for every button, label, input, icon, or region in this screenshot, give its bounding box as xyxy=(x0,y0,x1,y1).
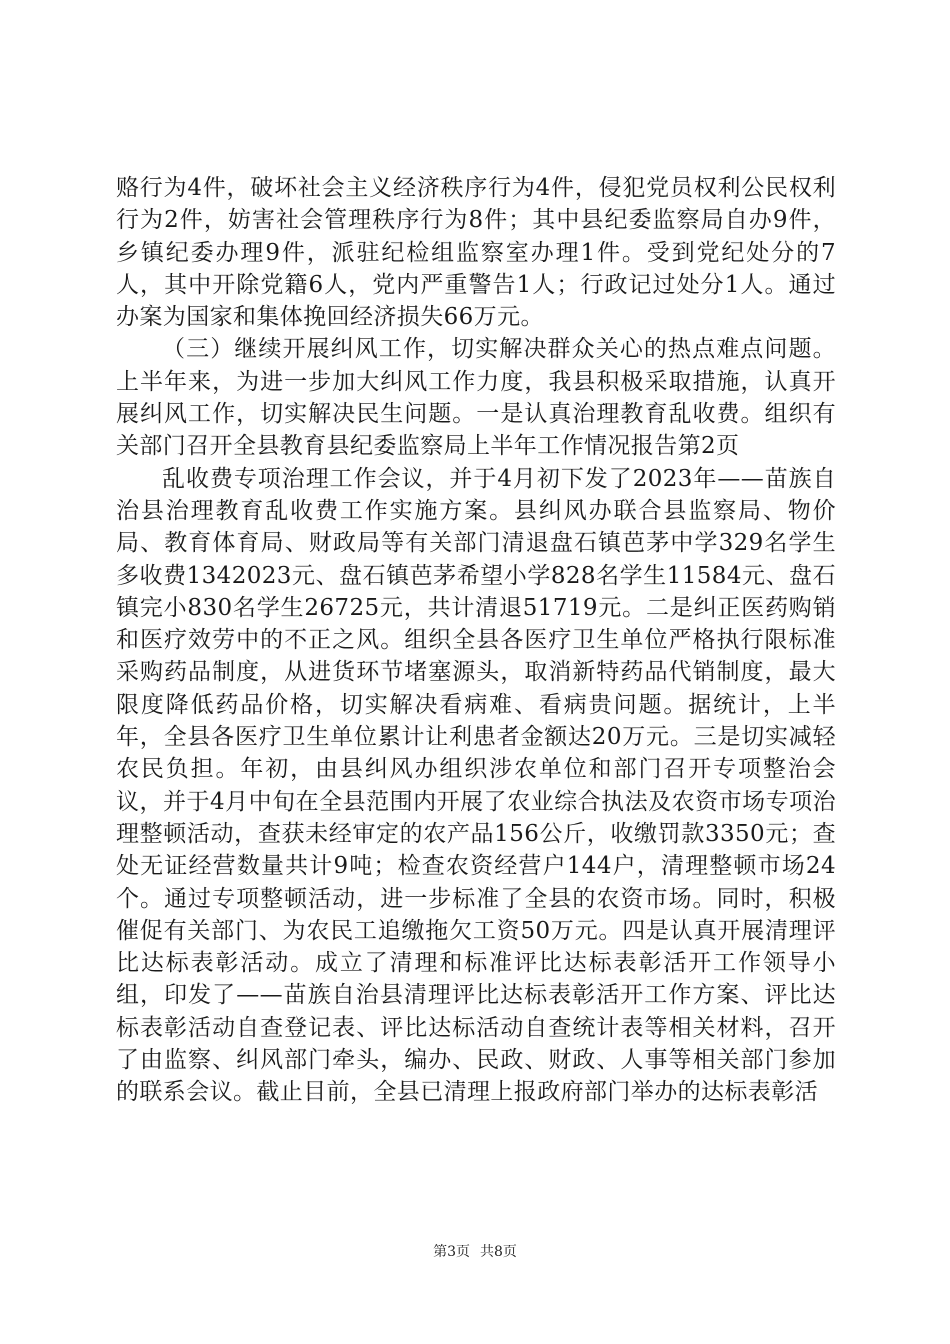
page-total: 共8页 xyxy=(480,1244,517,1260)
paragraph-fee-governance: 乱收费专项治理工作会议，并于4月初下发了2023年——苗族自治县治理教育乱收费工作实施方案。县纠风办联合县监察局、物价局、教育体育局、财政局等有关部门清退盘石镇芭茅中学329名学生多收费1342023元、盘石镇芭茅希望小学828名学生11584元、盘石镇完小830名学生26725元，共计清退51719元。二是纠正医药购销和医疗效劳中的不正之风。组织全县各医疗卫生单位严格执行限标准采购药品制度，从进货环节堵塞源头，取消新特药品代销制度，最大限度降低药品价格，切实解决看病难、看病贵问题。据统计，上半年，全县各医疗卫生单位累计让利患者金额达20万元。三是切实减轻农民负担。年初，由县纠风办组织涉农单位和部门召开专项整治会议，并于4月中旬在全县范围内开展了农业综合执法及农资市场专项治理整顿活动，查获未经审定的农产品156公斤，收缴罚款3350元；查处无证经营数量共计9吨；检查农资经营户144户，清理整顿市场24个。通过专项整顿活动，进一步标准了全县的农资市场。同时，积极催促有关部门、为农民工追缴拖欠工资50万元。四是认真开展清理评比达标表彰活动。成立了清理和标准评比达标表彰活开工作领导小组，印发了——苗族自治县清理评比达标表彰活开工作方案、评比达标表彰活动自查登记表、评比达标活动自查统计表等相关材料，召开了由监察、纠风部门牵头，编办、民政、财政、人事等相关部门参加的联系会议。截止目前，全县已清理上报政府部门举办的达标表彰活 xyxy=(116,465,836,1106)
document-body xyxy=(116,172,836,1109)
paragraph-section-three: （三）继续开展纠风工作，切实解决群众关心的热点难点问题。上半年来，为进一步加大纠风工作力度，我县积极采取措施，认真开展纠风工作，切实解决民生问题。一是认真治理教育乱收费。组织有关部门召开全县教育县纪委监察局上半年工作情况报告第2页 xyxy=(116,336,836,460)
page-number: 第3页 xyxy=(433,1244,470,1260)
page-footer xyxy=(0,1241,950,1261)
paragraph-case-statistics: 赂行为4件，破坏社会主义经济秩序行为4件，侵犯党员权利公民权利行为2件，妨害社会管理秩序行为8件；其中县纪委监察局自办9件，乡镇纪委办理9件，派驻纪检组监察室办理1件。受到党纪处分的7人，其中开除党籍6人，党内严重警告1人；行政记过处分1人。通过办案为国家和集体挽回经济损失66万元。 xyxy=(116,175,836,331)
